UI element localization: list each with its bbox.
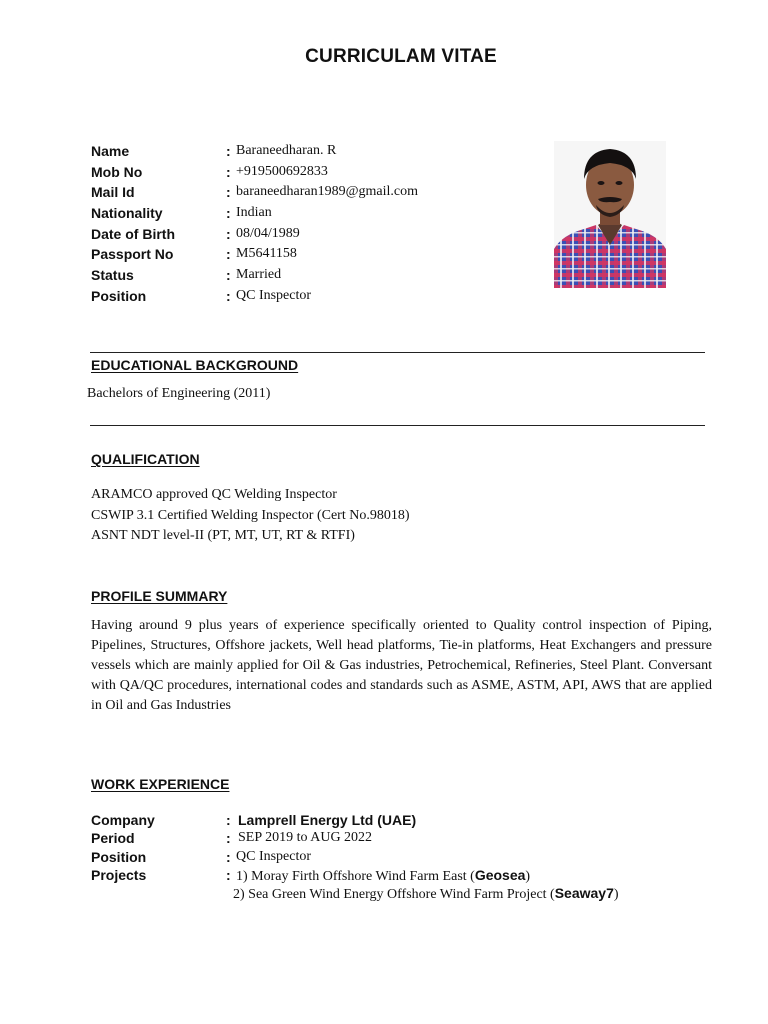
document-title: CURRICULAM VITAE: [305, 46, 497, 67]
field-value: M5641158: [236, 246, 297, 262]
field-value: Indian: [236, 205, 272, 221]
field-label: Position: [91, 848, 147, 865]
section-divider: [90, 425, 705, 426]
field-label: Mob No: [91, 163, 143, 180]
field-value: Baraneedharan. R: [236, 143, 337, 158]
field-label: Projects: [91, 866, 147, 883]
position-value: QC Inspector: [236, 848, 312, 864]
field-colon: :: [226, 866, 231, 883]
field-colon: :: [226, 848, 231, 865]
project-2-close: ): [613, 887, 619, 902]
qualification-item: ASNT NDT level-II (PT, MT, UT, RT & RTFI): [91, 528, 355, 543]
field-colon: :: [226, 812, 231, 828]
field-label: Passport No: [91, 246, 174, 263]
profile-photo-illustration: [554, 141, 666, 288]
qualification-heading: QUALIFICATION: [91, 451, 200, 467]
section-divider: [90, 352, 705, 353]
field-value: QC Inspector: [236, 287, 312, 303]
field-label: Status: [91, 267, 134, 284]
field-label: Nationality: [91, 205, 163, 222]
profile-photo: [554, 141, 666, 288]
qualification-item: CSWIP 3.1 Certified Welding Inspector (Cert No.98018): [91, 508, 410, 523]
field-value: +919500692833: [236, 163, 328, 179]
profile-summary-heading: PROFILE SUMMARY: [91, 588, 228, 604]
profile-summary-text: Having around 9 plus years of experience specifically oriented to Quality control inspection of Piping, Pipelines, Structures, Offshore jackets, Well head platforms, Tie-in platforms, Heat Exchangers and pressure vessels which are mainly applied for Oil & Gas industries, Petrochemical, Refineries, Steel Plant. Conversant with QA/QC procedures, international codes and standards such as ASME, ASTM, API, AWS that are applied in Oil and Gas Industries: [91, 618, 712, 713]
qualification-item: ARAMCO approved QC Welding Inspector: [91, 487, 337, 502]
field-colon: :: [226, 184, 231, 201]
field-colon: :: [226, 287, 231, 304]
field-colon: :: [226, 205, 231, 222]
project-2-client: Seaway7: [554, 885, 614, 901]
field-label: Period: [91, 830, 135, 847]
field-label: Date of Birth: [91, 225, 175, 242]
field-value: baraneedharan1989@gmail.com: [236, 184, 418, 200]
project-1: [236, 866, 530, 886]
field-colon: :: [226, 830, 231, 847]
field-label: Mail Id: [91, 184, 135, 201]
education-text: Bachelors of Engineering (2011): [87, 386, 271, 401]
field-value: Married: [236, 267, 282, 283]
field-colon: :: [226, 163, 231, 180]
project-2-text: 2) Sea Green Wind Energy Offshore Wind Farm Project (: [233, 887, 555, 902]
field-value: 08/04/1989: [236, 225, 300, 241]
project-1-client: Geosea: [474, 866, 526, 883]
field-label: Position: [91, 287, 147, 304]
work-experience-heading: WORK EXPERIENCE: [91, 776, 230, 792]
field-colon: :: [226, 267, 231, 284]
project-1-text: 1) Moray Firth Offshore Wind Farm East (: [236, 868, 475, 884]
education-heading: EDUCATIONAL BACKGROUND: [91, 357, 299, 373]
field-colon: :: [226, 143, 231, 159]
field-label: Name: [91, 143, 130, 159]
period-value: SEP 2019 to AUG 2022: [238, 830, 373, 846]
project-2: [233, 885, 619, 903]
project-1-close: ): [525, 868, 531, 884]
field-colon: :: [226, 246, 231, 263]
field-colon: :: [226, 225, 231, 242]
company-name: Lamprell Energy Ltd (UAE): [238, 812, 417, 828]
field-label: Company: [91, 812, 155, 828]
